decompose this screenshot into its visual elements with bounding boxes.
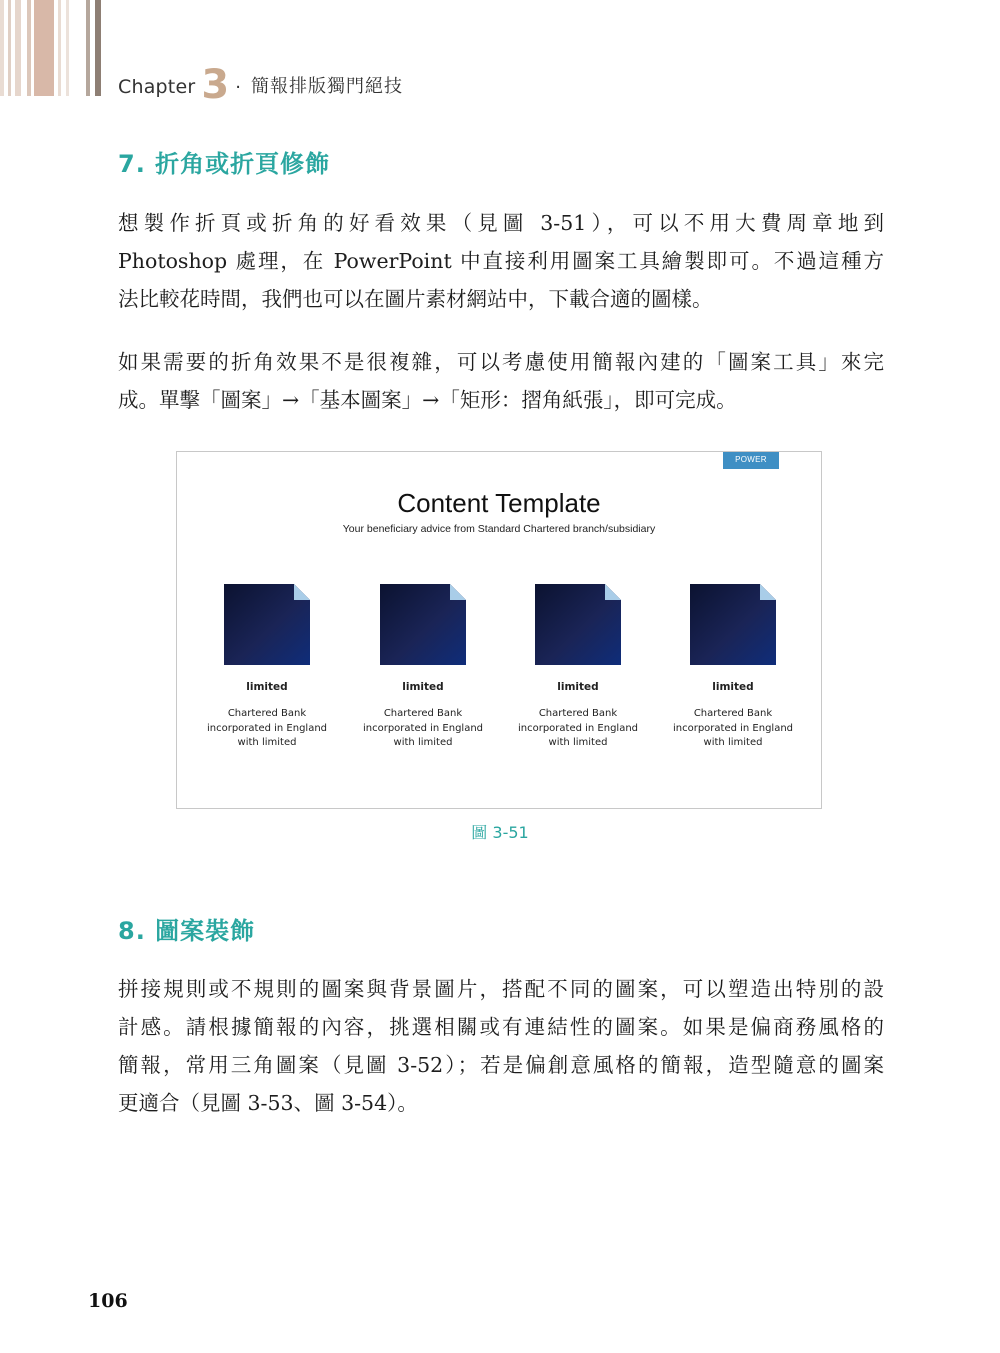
- folded-corner-thumbnail: [380, 584, 466, 665]
- card-label: limited: [402, 681, 444, 693]
- figure-subtitle: Your beneficiary advice from Standard Chartered branch/subsidiary: [342, 523, 656, 535]
- card-description: [513, 707, 643, 751]
- card-desc-line: with limited: [237, 737, 297, 748]
- card-desc-line: incorporated in England: [517, 722, 639, 734]
- page-number: 106: [88, 1290, 128, 1312]
- paragraph-line: 計感。請根據簡報的內容，挑選相關或有連結性的圖案。如果是偏商務風格的: [118, 1015, 884, 1039]
- section7-paragraph-2: [118, 343, 884, 419]
- paragraph-line: 更適合（見圖 3-53、圖 3-54）。: [118, 1091, 418, 1115]
- folded-corner-thumbnail: [224, 584, 310, 665]
- figure-caption: 圖 3-51: [471, 823, 529, 842]
- power-badge: POWER: [723, 452, 779, 469]
- folded-corner-thumbnail: [690, 584, 776, 665]
- card-description: [358, 707, 488, 751]
- folded-corner-thumbnail: [535, 584, 621, 665]
- card-label: limited: [557, 681, 599, 693]
- card-desc-line: Chartered Bank: [227, 708, 307, 719]
- chapter-word: Chapter: [118, 76, 196, 98]
- card-desc-line: with limited: [548, 737, 608, 748]
- paragraph-line: 如果需要的折角效果不是很複雜，可以考慮使用簡報內建的「圖案工具」來完: [118, 350, 884, 374]
- section-heading-7: 7. 折角或折頁修飾: [118, 150, 331, 178]
- paragraph-line: 拼接規則或不規則的圖案與背景圖片，搭配不同的圖案，可以塑造出特別的設: [118, 977, 884, 1001]
- card-label: limited: [712, 681, 754, 693]
- template-card: [513, 584, 643, 751]
- paragraph-line: 簡報，常用三角圖案（見圖 3-52）；若是偏創意風格的簡報，造型隨意的圖案: [118, 1053, 884, 1077]
- chapter-title: 簡報排版獨門絕技: [250, 76, 403, 97]
- figure-3-51: [176, 451, 822, 809]
- paragraph-line: 想製作折頁或折角的好看效果（見圖 3-51），可以不用大費周章地到: [118, 211, 884, 235]
- chapter-number: 3: [201, 62, 230, 108]
- figure-title: Content Template: [397, 488, 601, 518]
- card-description: [668, 707, 798, 751]
- card-desc-line: incorporated in England: [362, 722, 484, 734]
- section7-paragraph-1: [118, 204, 884, 318]
- card-desc-line: with limited: [703, 737, 763, 748]
- card-desc-line: Chartered Bank: [538, 708, 618, 719]
- section-heading-8: 8. 圖案裝飾: [118, 917, 256, 945]
- chapter-separator: ·: [235, 77, 241, 98]
- card-label: limited: [246, 681, 288, 693]
- card-desc-line: Chartered Bank: [693, 708, 773, 719]
- paragraph-line: Photoshop 處理，在 PowerPoint 中直接利用圖案工具繪製即可。不過這種方: [118, 249, 884, 273]
- card-description: [202, 707, 332, 751]
- template-card: [358, 584, 488, 751]
- decorative-stripes: [0, 0, 110, 96]
- card-desc-line: incorporated in England: [672, 722, 794, 734]
- section8-paragraph: [118, 970, 884, 1122]
- card-desc-line: Chartered Bank: [383, 708, 463, 719]
- card-desc-line: with limited: [393, 737, 453, 748]
- paragraph-line: 法比較花時間，我們也可以在圖片素材網站中，下載合適的圖樣。: [118, 287, 713, 311]
- card-desc-line: incorporated in England: [206, 722, 328, 734]
- template-card: [202, 584, 332, 751]
- paragraph-line: 成。單擊「圖案」→「基本圖案」→「矩形：摺角紙張」，即可完成。: [118, 388, 737, 412]
- chapter-header: [118, 62, 403, 108]
- template-card: [668, 584, 798, 751]
